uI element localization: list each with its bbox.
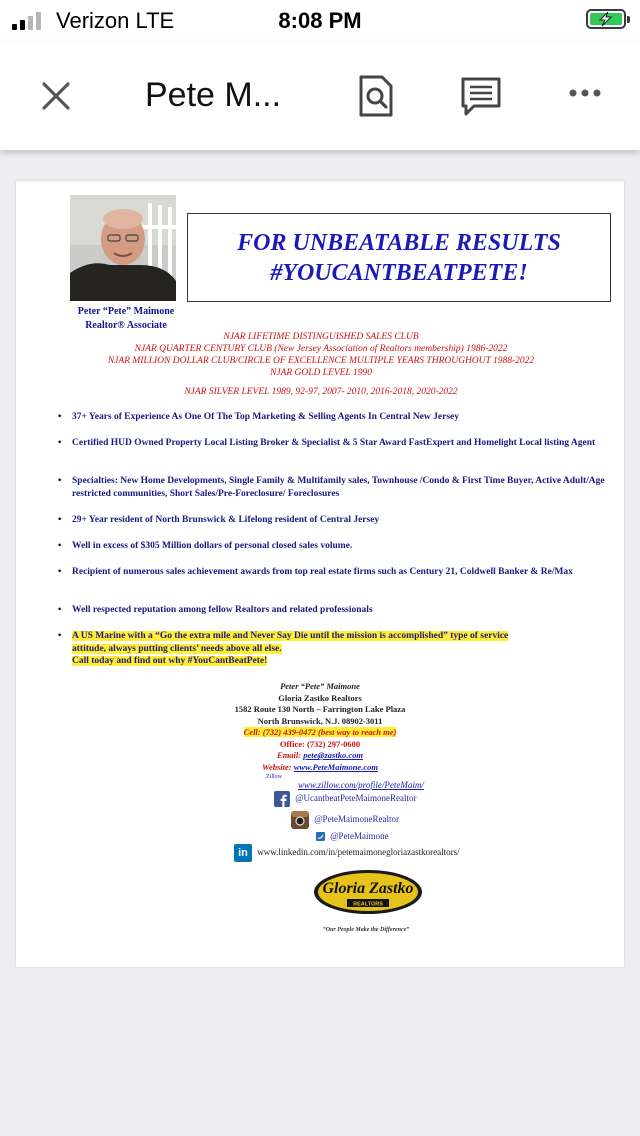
- award-item: NJAR LIFETIME DISTINGUISHED SALES CLUB: [223, 332, 419, 342]
- logo-band: REALTORS: [353, 901, 383, 908]
- email-link[interactable]: pete@zastko.com: [303, 750, 363, 760]
- website-link[interactable]: www.PeteMaimone.com: [293, 761, 378, 772]
- headline-line-2: #YOUCANTBEATPETE!: [270, 259, 528, 286]
- status-bar: [0, 0, 640, 42]
- award-item: NJAR QUARTER CENTURY CLUB (New Jersey Association of Realtors membership) 1986-2022: [134, 344, 508, 354]
- company-tagline: “Our People Make the Difference”: [322, 927, 410, 933]
- contact-name: Peter “Pete” Maimone: [280, 681, 360, 691]
- awards-list: [36, 331, 606, 398]
- bullet-item: • 29+ Year resident of North Brunswick & Lifelong resident of Central Jersey: [58, 515, 380, 525]
- agent-name: Peter “Pete” Maimone: [77, 306, 175, 317]
- logo-script: Gloria Zastko: [322, 880, 414, 897]
- email-label: Email:: [277, 750, 302, 760]
- award-item: NJAR GOLD LEVEL 1990: [270, 368, 372, 378]
- comment-icon[interactable]: [460, 76, 502, 118]
- facebook-icon: [274, 791, 290, 807]
- highlight-line-3: Call today and find out why #YouCantBeatPete!: [72, 656, 268, 666]
- agent-photo: [70, 195, 176, 301]
- twitter-handle[interactable]: @PeteMaimone: [330, 831, 389, 841]
- contact-office: Office: (732) 297-0600: [279, 738, 361, 749]
- headline-line-1: FOR UNBEATABLE RESULTS: [237, 229, 561, 256]
- clock: 8:08 PM: [278, 8, 362, 33]
- instagram-icon: [291, 811, 309, 829]
- website-label: Website:: [262, 761, 292, 772]
- zillow-logo-icon: [266, 774, 282, 780]
- bullet-item-highlighted: • A US Marine with a “Go the extra mile and Never Say Die until the mission is accomplished” type of service attitude, always putting clients’ needs above all else. Call today and find out why #YouCantBeatPete!: [58, 631, 509, 666]
- contact-cell: Cell: (732) 439-0472 (best way to reach me): [243, 727, 397, 737]
- page-title: Pete M...: [145, 76, 282, 114]
- twitter-row: [316, 831, 389, 841]
- bullet-item: • Certified HUD Owned Property Local Listing Broker & Specialist & 5 Star Award FastExpert and Homelight Local listing Agent: [58, 438, 596, 448]
- contact-company: Gloria Zastko Realtors: [278, 692, 362, 703]
- battery-charging-icon: [586, 9, 626, 29]
- highlight-line-2: attitude, always putting clients’ needs above all else.: [72, 643, 282, 654]
- bullet-item: • Recipient of numerous sales achievement awards from top real estate firms such as Century 21, Coldwell Banker & Re/Max: [58, 567, 573, 577]
- gloria-zastko-logo: [313, 869, 423, 915]
- facebook-row: [274, 791, 417, 807]
- more-options-icon[interactable]: [568, 86, 602, 100]
- instagram-handle[interactable]: @PeteMaimoneRealtor: [314, 814, 400, 825]
- award-item: NJAR SILVER LEVEL 1989, 92-97, 2007- 2010, 2016-2018, 2020-2022: [184, 387, 458, 397]
- twitter-icon: [316, 832, 325, 841]
- linkedin-row: [234, 844, 460, 862]
- linkedin-icon: in: [234, 844, 252, 862]
- bullet-item: • Well in excess of $305 Million dollars of personal closed sales volume.: [58, 541, 353, 551]
- bullet-item: • 37+ Years of Experience As One Of The Top Marketing & Selling Agents In Central New Jersey: [58, 412, 459, 422]
- search-document-icon[interactable]: [358, 74, 394, 118]
- contact-address-1: 1582 Route 130 North – Farrington Lake Plaza: [234, 704, 406, 714]
- facebook-handle[interactable]: @UcantbeatPeteMaimoneRealtor: [295, 793, 417, 804]
- award-item: NJAR MILLION DOLLAR CLUB/CIRCLE OF EXCELLENCE MULTIPLE YEARS THROUGHOUT 1988-2022: [107, 356, 535, 366]
- document-page[interactable]: [16, 181, 624, 967]
- top-nav-bar: [0, 42, 640, 150]
- close-icon[interactable]: [38, 78, 74, 114]
- instagram-row: [291, 811, 399, 829]
- zillow-label: Zillow: [266, 774, 282, 780]
- contact-block: [16, 681, 624, 773]
- headline-box: [187, 213, 611, 302]
- agent-role: Realtor® Associate: [85, 320, 167, 331]
- linkedin-url[interactable]: www.linkedin.com/in/petemaimonegloriazastkorealtors/: [257, 847, 460, 858]
- agent-name-block: [66, 305, 186, 333]
- contact-address-2: North Brunswick, N.J. 08902-3011: [257, 715, 383, 726]
- bullet-item: • Well respected reputation among fellow Realtors and related professionals: [58, 605, 373, 615]
- highlight-line-1: A US Marine with a “Go the extra mile and Never Say Die until the mission is accomplished” type of service: [72, 631, 509, 641]
- zillow-row: [298, 780, 424, 790]
- zillow-link[interactable]: www.zillow.com/profile/PeteMaim/: [298, 780, 424, 790]
- bullet-item: • Specialties: New Home Developments, Single Family & Multifamily sales, Townhouse /Condo & First Time Buyer, Active Adult/Age restricted communities, Short Sales/Pre-Foreclosure/ Foreclosures: [58, 476, 605, 499]
- carrier-label: Verizon LTE: [56, 8, 175, 33]
